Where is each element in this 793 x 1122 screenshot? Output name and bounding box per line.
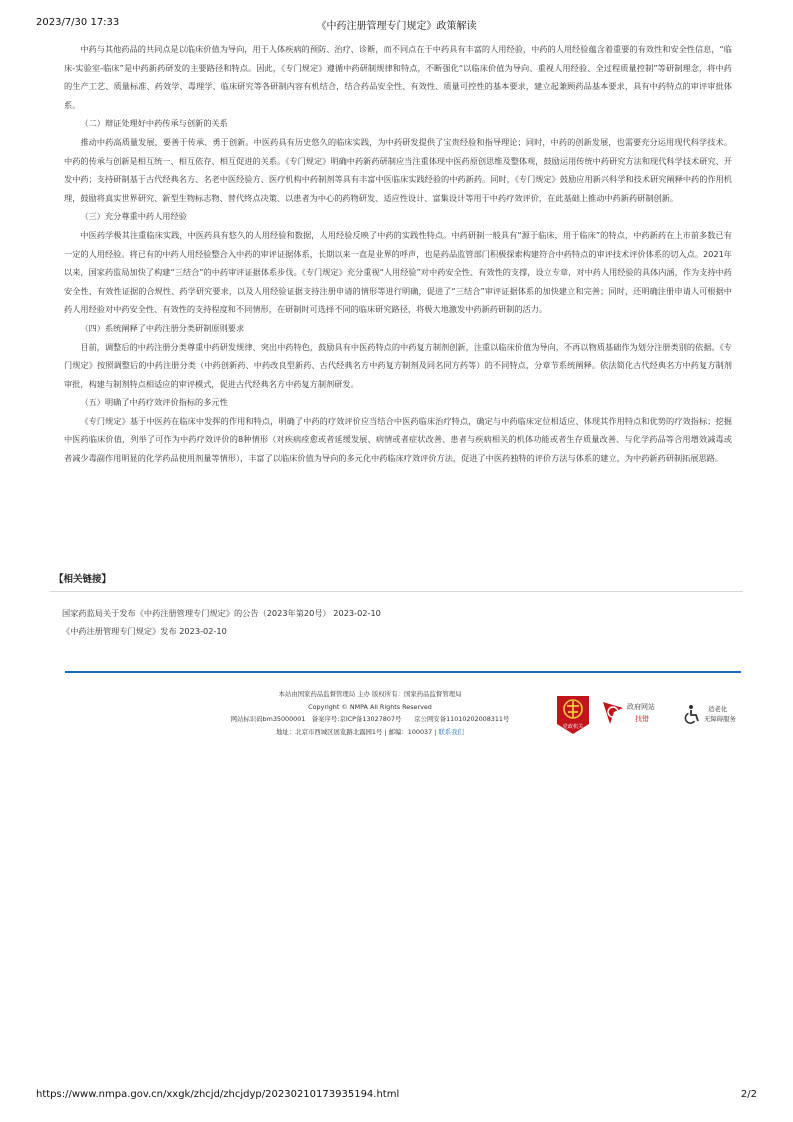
accessibility-sub: 无障碍服务 [704,715,736,723]
section-paragraph-2: 推动中药高质量发展，要善于传承、勇于创新。中医药具有历史悠久的临床实践，为中药研发提供了宝贵经验和指导理论；同时，中药的创新发展，也需要充分运用现代科学技术。中药的传承与创新是相互统一、相互依存、相互促进的关系。《专门规定》明确中药新药研制应当注重体现中医药原创思维及整体观，鼓励运用传统中药研究方法和现代科学技术研究、开发中药；支持研制基于古代经典名方、名老中医经验方、医疗机构中药制剂等具有丰富中医临床实践经验的中药新药。同时，《专门规定》鼓励应用新兴科学和技术研究阐释中药的作用机理，鼓励将真实世界研究、新型生物标志物、替代终点决策、以患者为中心的药物研发、适应性设计、富集设计等用于中药疗效评价，在此基础上推动中药新药研制创新。 [64,136,732,203]
related-links [50,569,743,640]
print-page-title: 《中药注册管理专门规定》政策解读 [316,21,477,32]
related-link-release[interactable]: 《中药注册管理专门规定》发布 2023-02-10 [62,626,227,636]
section-heading-2: （二）辩证处理好中药传承与创新的关系 [80,118,228,129]
section-heading-4: （四）系统阐释了中药注册分类研制原则要求 [80,322,245,333]
related-links-list [50,592,743,640]
article-body [64,40,732,468]
party-govt-badge-icon[interactable] [555,694,591,736]
related-link-announcement[interactable]: 国家药监局关于发布《中药注册管理专门规定》的公告（2023年第20号） 2023-02-10 [62,608,381,618]
print-datetime: 2023/7/30 17:33 [36,17,120,28]
gov-site-label: 政府网站 [627,703,655,711]
print-footer [36,1089,757,1100]
section-heading-3: （三）充分尊重中药人用经验 [80,211,187,222]
section-heading-5: （五）明确了中药疗效评价指标的多元性 [80,397,228,408]
gov-site-error-report[interactable] [601,700,671,728]
footer-copyright: Copyright © NMPA All Rights Reserved [308,702,432,711]
footer-sponsor: 本站由国家药品监督管理局 主办 版权所有：国家药品监督管理局 [278,690,462,698]
section-paragraph-5: 《专门规定》基于中医药在临床中发挥的作用和特点，明确了中药的疗效评价应当结合中医药临床治疗特点，确定与中药临床定位相适应、体现其作用特点和优势的疗效指标；挖掘中医药临床价值，列举了可作为中药疗效评价的8种情形（对疾病痊愈或者延缓发展、病情或者症状改善、患者与疾病相关的机体功能或者生存质量改善、与化学药品等合用增效减毒或者减少毒副作用明显的化学药品使用剂量等情形），丰富了以临床价值为导向的多元化中药临床疗效评价方法，促进了中医药独特的评价方法与体系的建立，为中药新药研制拓展思路。 [64,415,732,464]
print-page-number: 2/2 [740,1089,757,1100]
accessibility-icon [682,704,702,724]
intro-paragraph: 中药与其他药品的共同点是以临床价值为导向，用于人体疾病的预防、治疗、诊断，而不同点在于中药具有丰富的人用经验，中药的人用经验蕴含着重要的有效性和安全性信息，“临床-实验室-临床”是中药新药研发的主要路径和特点。因此，《专门规定》遵循中药研制规律和特点，不断强化“以临床价值为导向、重视人用经验、全过程质量控制”等研制理念，将中药的生产工艺、质量标准、药效学、毒理学、临床研究等各研制内容有机结合，结合药品安全性、有效性、质量可控性的基本要求，建立起兼顾药品基本要求，具有中药特点的审评审批体系。 [64,44,732,110]
accessibility-service[interactable] [682,703,752,727]
site-footer [200,688,540,738]
related-links-heading: 【相关链接】 [50,569,743,592]
gov-site-sub: 找错 [635,715,649,723]
footer-address [200,726,540,739]
contact-us-link[interactable]: 联系我们 [438,727,464,736]
section-paragraph-3: 中医药学极其注重临床实践，中医药具有悠久的人用经验和数据，人用经验反映了中药的实践性特点。中药研制一般具有“源于临床，用于临床”的特点，中药新药在上市前多数已有一定的人用经验。将已有的中药人用经验整合入中药的审评证据体系，长期以来一直是业界的呼声，也是药品监管部门积极探索构建符合中药特点的审评技术评价体系的切入点。2021年以来，国家药监局加快了构建“三结合”的中药审评证据体系步伐。《专门规定》充分重视“人用经验”对中药安全性、有效性的支撑，设立专章，对中药人用经验的具体内涵，作为支持中药安全性、有效性证据的合规性、药学研究要求，以及人用经验证据支持注册申请的情形等进行明确，促进了“三结合”审评证据体系的加快建立和完善；同时，还明确注册申请人可根据中药人用经验对中药安全性、有效性的支持程度和不同情形，在研制时可选择不同的临床研究路径，将极大地激发中药新药研制的活力。 [64,229,732,315]
print-url: https://www.nmpa.gov.cn/xxgk/zhcjd/zhcjdyp/20230210173935194.html [36,1089,400,1100]
gov-site-error-icon [601,700,625,726]
footer-registration: 网站标识码bm35000001 备案序号:京ICP备13027807号 京公网安备11010202008311号 [230,715,510,723]
print-header [36,17,757,33]
section-paragraph-4: 目前，调整后的中药注册分类尊重中药研发规律、突出中药特色，鼓励具有中医药特点的中药复方制剂创新，注重以临床价值为导向，不再以物质基础作为划分注册类别的依据。《专门规定》按照调整后的中药注册分类（中药创新药、中药改良型新药、古代经典名方中药复方制剂及同名同方药等）的不同特点，分章节系统阐释。依法简化古代经典名方中药复方制剂审批，构建与制剂特点相适应的审评模式，促进古代经典名方中药复方制剂研发。 [64,341,732,389]
accessibility-label: 适老化 [708,705,728,713]
footer-divider [65,671,741,673]
party-govt-badge-text: 党政机关 [562,724,584,730]
footer-address-text: 地址：北京市西城区展览路北露园1号 | 邮编：100037 | [276,727,439,736]
